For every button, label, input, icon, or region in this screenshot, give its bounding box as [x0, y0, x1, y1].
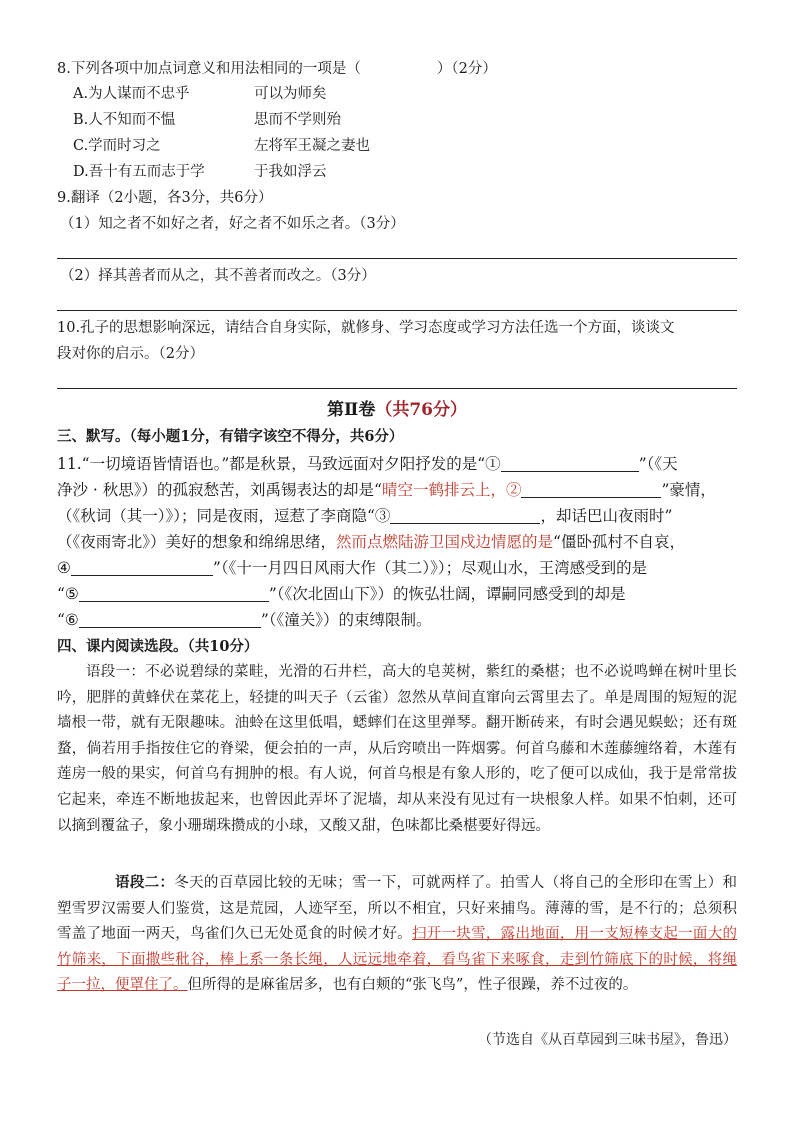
q10-line1: 10.孔子的思想影响深远，请结合自身实际，就修身、学习态度或学习方法任选一个方面，谈谈文 [57, 320, 675, 336]
recitation-1-end: ”（《天 [638, 455, 678, 473]
recitation-5-marker: ④ [57, 559, 71, 577]
recitation-line-3 [57, 504, 672, 528]
recitation-line-6 [57, 582, 626, 606]
recitation-4-end: “僵卧孤村不自哀， [553, 533, 685, 551]
recitation-5-end: ”（《十一月四日风雨大作（其二）》）；尽观山水，王湾感受到的是 [212, 559, 648, 577]
recitation-2-highlight: 晴空一鹤排云上，② [381, 481, 522, 499]
q10-line2: 段对你的启示。（2分） [57, 346, 204, 362]
q8-option-c-right: 左将军王凝之妻也 [254, 138, 370, 154]
q8-option-b-left: B.人不知而不愠 [73, 112, 176, 128]
blank-5[interactable] [79, 583, 269, 602]
part2-title-unit: 分） [433, 400, 467, 420]
recitation-6-marker: “⑤ [57, 585, 79, 603]
q8-option-d-right: 于我如浮云 [254, 164, 327, 180]
recitation-2-text: 净沙 · 秋思》）的孤寂愁苦，刘禹锡表达的却是“ [57, 481, 382, 499]
part2-title-score: 76 [409, 400, 433, 420]
recitation-line-2 [57, 478, 716, 502]
q9-sub2: （2）择其善者而从之，其不善者而改之。（3分） [60, 268, 376, 284]
recitation-7-marker: “⑥ [57, 611, 79, 629]
answer-line-q10[interactable] [57, 388, 737, 389]
recitation-4-text: （《夜雨寄北》）美好的想象和绵绵思绪， [57, 533, 337, 551]
part2-title-paren: （共 [375, 400, 410, 420]
recitation-line-5 [57, 556, 647, 580]
q8-option-d-left: D.吾十有五而志于学 [73, 164, 205, 180]
part2-title-main: 第Ⅱ卷 [327, 400, 376, 420]
answer-line-q9-2[interactable] [57, 310, 737, 311]
blank-1[interactable] [501, 453, 639, 472]
recitation-3-text: （《秋词（其一）》）；同是夜雨，逗惹了李商隐“③ [57, 507, 391, 525]
blank-3[interactable] [390, 505, 540, 524]
q8-stem [57, 59, 497, 79]
passage-source: （节选自《从百草园到三味书屋》，鲁迅） [478, 1032, 737, 1048]
q9-sub1: （1）知之者不如好之者，好之者不如乐之者。（3分） [60, 216, 405, 232]
q8-option-a-left: A.为人谋而不忠乎 [73, 86, 190, 102]
q8-score: ）（2分） [436, 61, 497, 77]
recitation-3-end: ，却话巴山夜雨时” [540, 507, 673, 525]
passage-two-text [57, 870, 737, 999]
recitation-2-end: ”豪情， [661, 481, 716, 499]
part2-title [0, 398, 794, 422]
recitation-6-end: ”（《次北固山下》）的恢弘壮阔，谭嗣同感受到的却是 [268, 585, 626, 603]
passage-one [57, 660, 737, 839]
q8-stem-text: 8.下列各项中加点词意义和用法相同的一项是（ [57, 61, 361, 77]
section3-heading: 三、默写。（每小题1分，有错字该空不得分，共6分） [57, 428, 404, 445]
q8-option-a-right: 可以为师矣 [254, 86, 327, 102]
recitation-line-1 [57, 452, 678, 476]
recitation-line-7 [57, 608, 432, 632]
blank-2[interactable] [521, 479, 661, 498]
blank-4[interactable] [71, 557, 213, 576]
passage-one-text: 语段一：不必说碧绿的菜畦，光滑的石井栏，高大的皂荚树，紫红的桑椹；也不必说鸣蝉在树叶里长吟，肥胖的黄蜂伏在菜花上，轻捷的叫天子（云雀）忽然从草间直窜向云霄里去了。单是周围的短短的泥墙根一带，就有无限趣味。油蛉在这里低唱，蟋蟀们在这里弹琴。翻开断砖来，有时会遇见蜈蚣；还有斑蝥，倘若用手指按住它的脊梁，便会拍的一声，从后窍喷出一阵烟雾。何首乌藤和木莲藤缠络着，木莲有莲房一般的果实，何首乌有拥肿的根。有人说，何首乌根是有象人形的，吃了便可以成仙，我于是常常拔它起来，牵连不断地拔起来，也曾因此弄坏了泥墙，却从来没有见过有一块根象人样。如果不怕刺，还可以摘到覆盆子，象小珊瑚珠攒成的小球，又酸又甜，色味都比桑椹要好得远。 [57, 664, 737, 834]
answer-line-q9-1[interactable] [57, 258, 737, 259]
passage-two [57, 870, 737, 999]
recitation-1-text: 11.“一切境语皆情语也。”都是秋景，马致远面对夕阳抒发的是“① [57, 455, 501, 473]
recitation-4-highlight: 然而点燃陆游卫国戍边情愿的是 [336, 533, 554, 551]
passage-two-label: 语段二： [115, 874, 175, 891]
passage-two-part-a: 冬天的百草园比较的无味；雪一下，可就两样了。拍雪人（将自己的全形印在雪上）和塑雪罗汉需要人们鉴赏，这是荒园，人迹罕至，所以不相宜，只好来捕鸟。薄薄的雪，是不行的；总须积雪盖了地面一两天，鸟雀们久已无处觅食的时候才好。 [57, 875, 738, 943]
q8-option-c-left: C.学而时习之 [73, 138, 161, 154]
passage-two-underlined: 扫开一块雪，露出地面，用一支短棒支起一面大的竹筛来，下面撒些秕谷，棒上系一条长绳，人远远地牵着，看鸟雀下来啄食，走到竹筛底下的时候，将绳子一拉，便罩住了。 [57, 926, 738, 994]
blank-6[interactable] [79, 609, 261, 628]
recitation-line-4 [57, 530, 685, 554]
passage-two-part-b: 但所得的是麻雀居多，也有白颊的“张飞鸟”，性子很躁，养不过夜的。 [187, 977, 638, 994]
q9-stem: 9.翻译（2小题，各3分，共6分） [57, 190, 273, 206]
recitation-7-end: ”（《潼关》）的束缚限制。 [260, 611, 432, 629]
q8-option-b-right: 思而不学则殆 [254, 112, 341, 128]
section4-heading: 四、课内阅读选段。（共10分） [57, 638, 259, 655]
